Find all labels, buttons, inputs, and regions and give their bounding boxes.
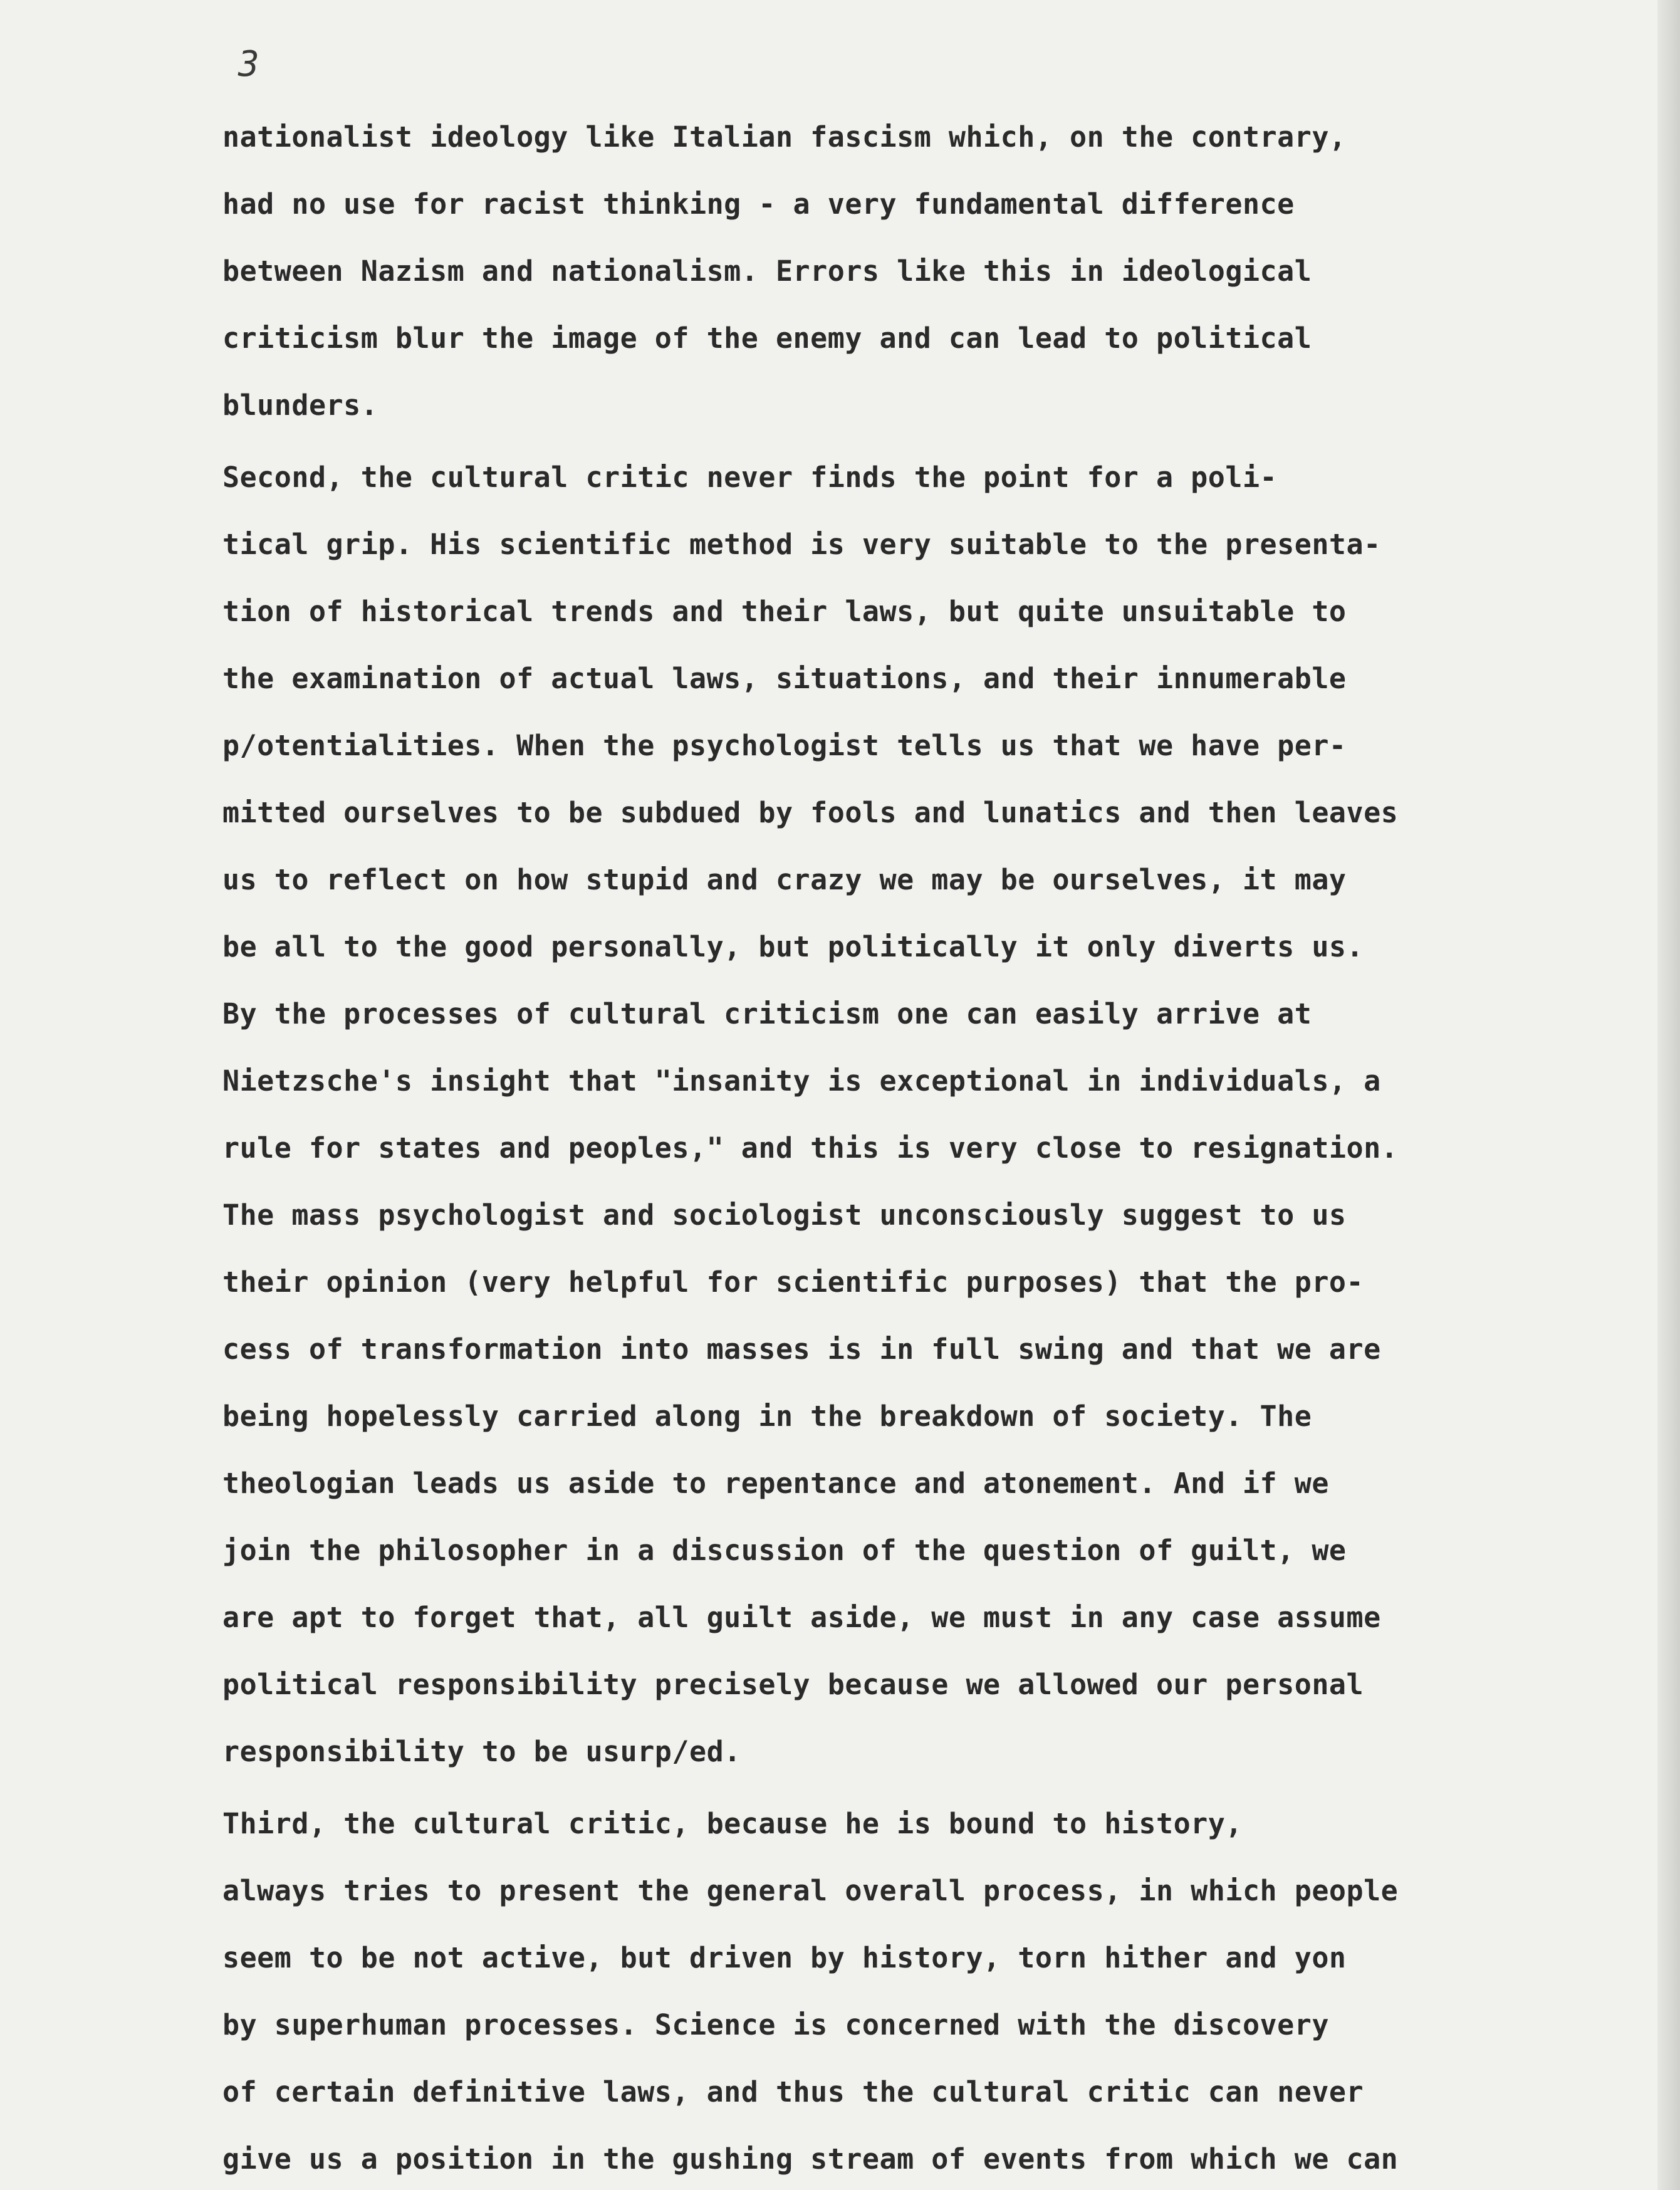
text-line: the examination of actual laws, situations, and their innumerable: [222, 662, 1347, 695]
text-line: of certain definitive laws, and thus the cultural critic can never: [222, 2075, 1364, 2109]
text-line: are apt to forget that, all guilt aside, we must in any case assume: [222, 1601, 1381, 1634]
text-line: give us a position in the gushing stream of events from which we can: [222, 2142, 1399, 2176]
text-line: Second, the cultural critic never finds the point for a poli-: [222, 461, 1278, 494]
text-line: join the philosopher in a discussion of the question of guilt, we: [222, 1534, 1347, 1567]
text-line: political responsibility precisely because we allowed our personal: [222, 1668, 1364, 1701]
text-line: by superhuman processes. Science is concerned with the discovery: [222, 2008, 1329, 2041]
typewritten-body: [222, 103, 1551, 2190]
text-line: The mass psychologist and sociologist unconsciously suggest to us: [222, 1198, 1347, 1232]
text-line: their opinion (very helpful for scientific purposes) that the pro-: [222, 1265, 1364, 1299]
text-line: nationalist ideology like Italian fascism which, on the contrary,: [222, 120, 1347, 154]
text-line: rule for states and peoples," and this is very close to resignation.: [222, 1131, 1399, 1165]
text-line: theologian leads us aside to repentance and atonement. And if we: [222, 1467, 1329, 1500]
text-line: Third, the cultural critic, because he is bound to history,: [222, 1807, 1243, 1840]
text-line: cess of transformation into masses is in full swing and that we are: [222, 1333, 1381, 1366]
text-line: mitted ourselves to be subdued by fools and lunatics and then leaves: [222, 796, 1399, 829]
text-line: seem to be not active, but driven by history, torn hither and yon: [222, 1941, 1347, 1974]
text-line: always tries to present the general overall process, in which people: [222, 1874, 1399, 1907]
text-line: tion of historical trends and their laws, but quite unsuitable to: [222, 595, 1347, 628]
text-line: us to reflect on how stupid and crazy we may be ourselves, it may: [222, 863, 1347, 896]
text-line: p/otentialities. When the psychologist tells us that we have per-: [222, 729, 1347, 762]
text-line: had no use for racist thinking - a very fundamental difference: [222, 187, 1295, 221]
text-line: By the processes of cultural criticism one can easily arrive at: [222, 997, 1312, 1030]
page-edge-shadow: [1657, 0, 1680, 2190]
text-line: Nietzsche's insight that "insanity is exceptional in individuals, a: [222, 1064, 1381, 1098]
page-number: 3: [238, 44, 259, 85]
text-line: responsibility to be usurp/ed.: [222, 1735, 741, 1768]
text-line: tical grip. His scientific method is very suitable to the presenta-: [222, 528, 1381, 561]
text-line: being hopelessly carried along in the breakdown of society. The: [222, 1400, 1312, 1433]
text-line: between Nazism and nationalism. Errors like this in ideological: [222, 254, 1312, 288]
text-line: blunders.: [222, 389, 378, 422]
text-line: criticism blur the image of the enemy and can lead to political: [222, 322, 1312, 355]
text-line: be all to the good personally, but politically it only diverts us.: [222, 930, 1364, 963]
